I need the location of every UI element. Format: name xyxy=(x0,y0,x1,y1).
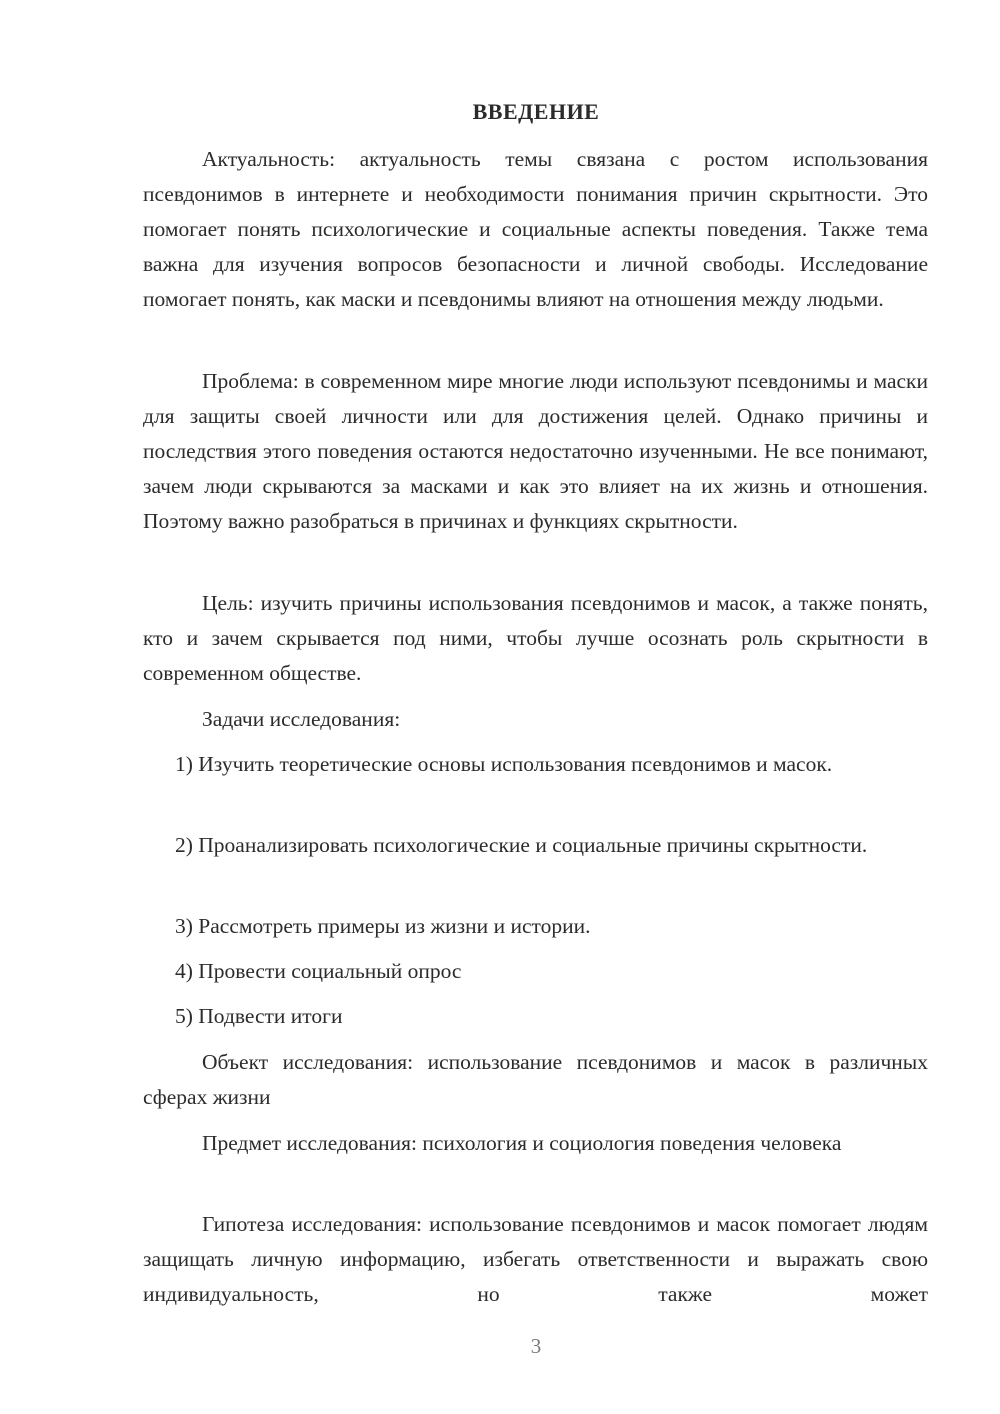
list-item xyxy=(143,999,928,1034)
list-item-text: 4) Провести социальный опрос xyxy=(175,959,462,983)
paragraph-subject xyxy=(143,1126,928,1161)
list-item-text: 1) Изучить теоретические основы использования псевдонимов и масок. xyxy=(175,752,833,776)
paragraph-hypothesis xyxy=(143,1207,928,1312)
paragraph-object-text: Объект исследования: использование псевдонимов и масок в различных сферах жизни xyxy=(143,1050,928,1109)
tasks-heading xyxy=(143,702,928,737)
paragraph-goal xyxy=(143,586,928,691)
paragraph-subject-text: Предмет исследования: психология и социология поведения человека xyxy=(202,1131,842,1155)
paragraph-object xyxy=(143,1045,928,1115)
list-item xyxy=(143,828,928,863)
list-item xyxy=(143,909,928,944)
paragraph-hypothesis-text: Гипотеза исследования: использование псевдонимов и масок помогает людям защищать личную информацию, избегать ответственности и выражать свою индивидуальность, но также может xyxy=(143,1212,928,1306)
paragraph-actuality-text: Актуальность: актуальность темы связана с ростом использования псевдонимов в интернете и необходимости понимания причин скрытности. Это помогает понять психологические и социальные аспекты поведения. Также тема важна для изучения вопросов безопасности и личной свободы. Исследование помогает понять, как маски и псевдонимы влияют на отношения между людьми. xyxy=(143,147,928,311)
list-item-text: 3) Рассмотреть примеры из жизни и истории. xyxy=(175,914,591,938)
page-number: 3 xyxy=(530,1334,542,1358)
list-item xyxy=(143,954,928,989)
paragraph-actuality xyxy=(143,142,928,317)
paragraph-problem xyxy=(143,364,928,539)
list-item xyxy=(143,747,928,782)
tasks-heading-text: Задачи исследования: xyxy=(202,707,401,731)
list-item-text: 5) Подвести итоги xyxy=(175,1004,343,1028)
paragraph-goal-text: Цель: изучить причины использования псевдонимов и масок, а также понять, кто и зачем скрывается под ними, чтобы лучше осознать роль скрытности в современном обществе. xyxy=(143,591,928,685)
paragraph-problem-text: Проблема: в современном мире многие люди используют псевдонимы и маски для защиты своей личности или для достижения целей. Однако причины и последствия этого поведения остаются недостаточно изученными. Не все понимают, зачем люди скрываются за масками и как это влияет на их жизнь и отношения. Поэтому важно разобраться в причинах и функциях скрытности. xyxy=(143,369,928,533)
page-title: ВВЕДЕНИЕ xyxy=(472,99,600,124)
list-item-text: 2) Проанализировать психологические и социальные причины скрытности. xyxy=(175,833,868,857)
